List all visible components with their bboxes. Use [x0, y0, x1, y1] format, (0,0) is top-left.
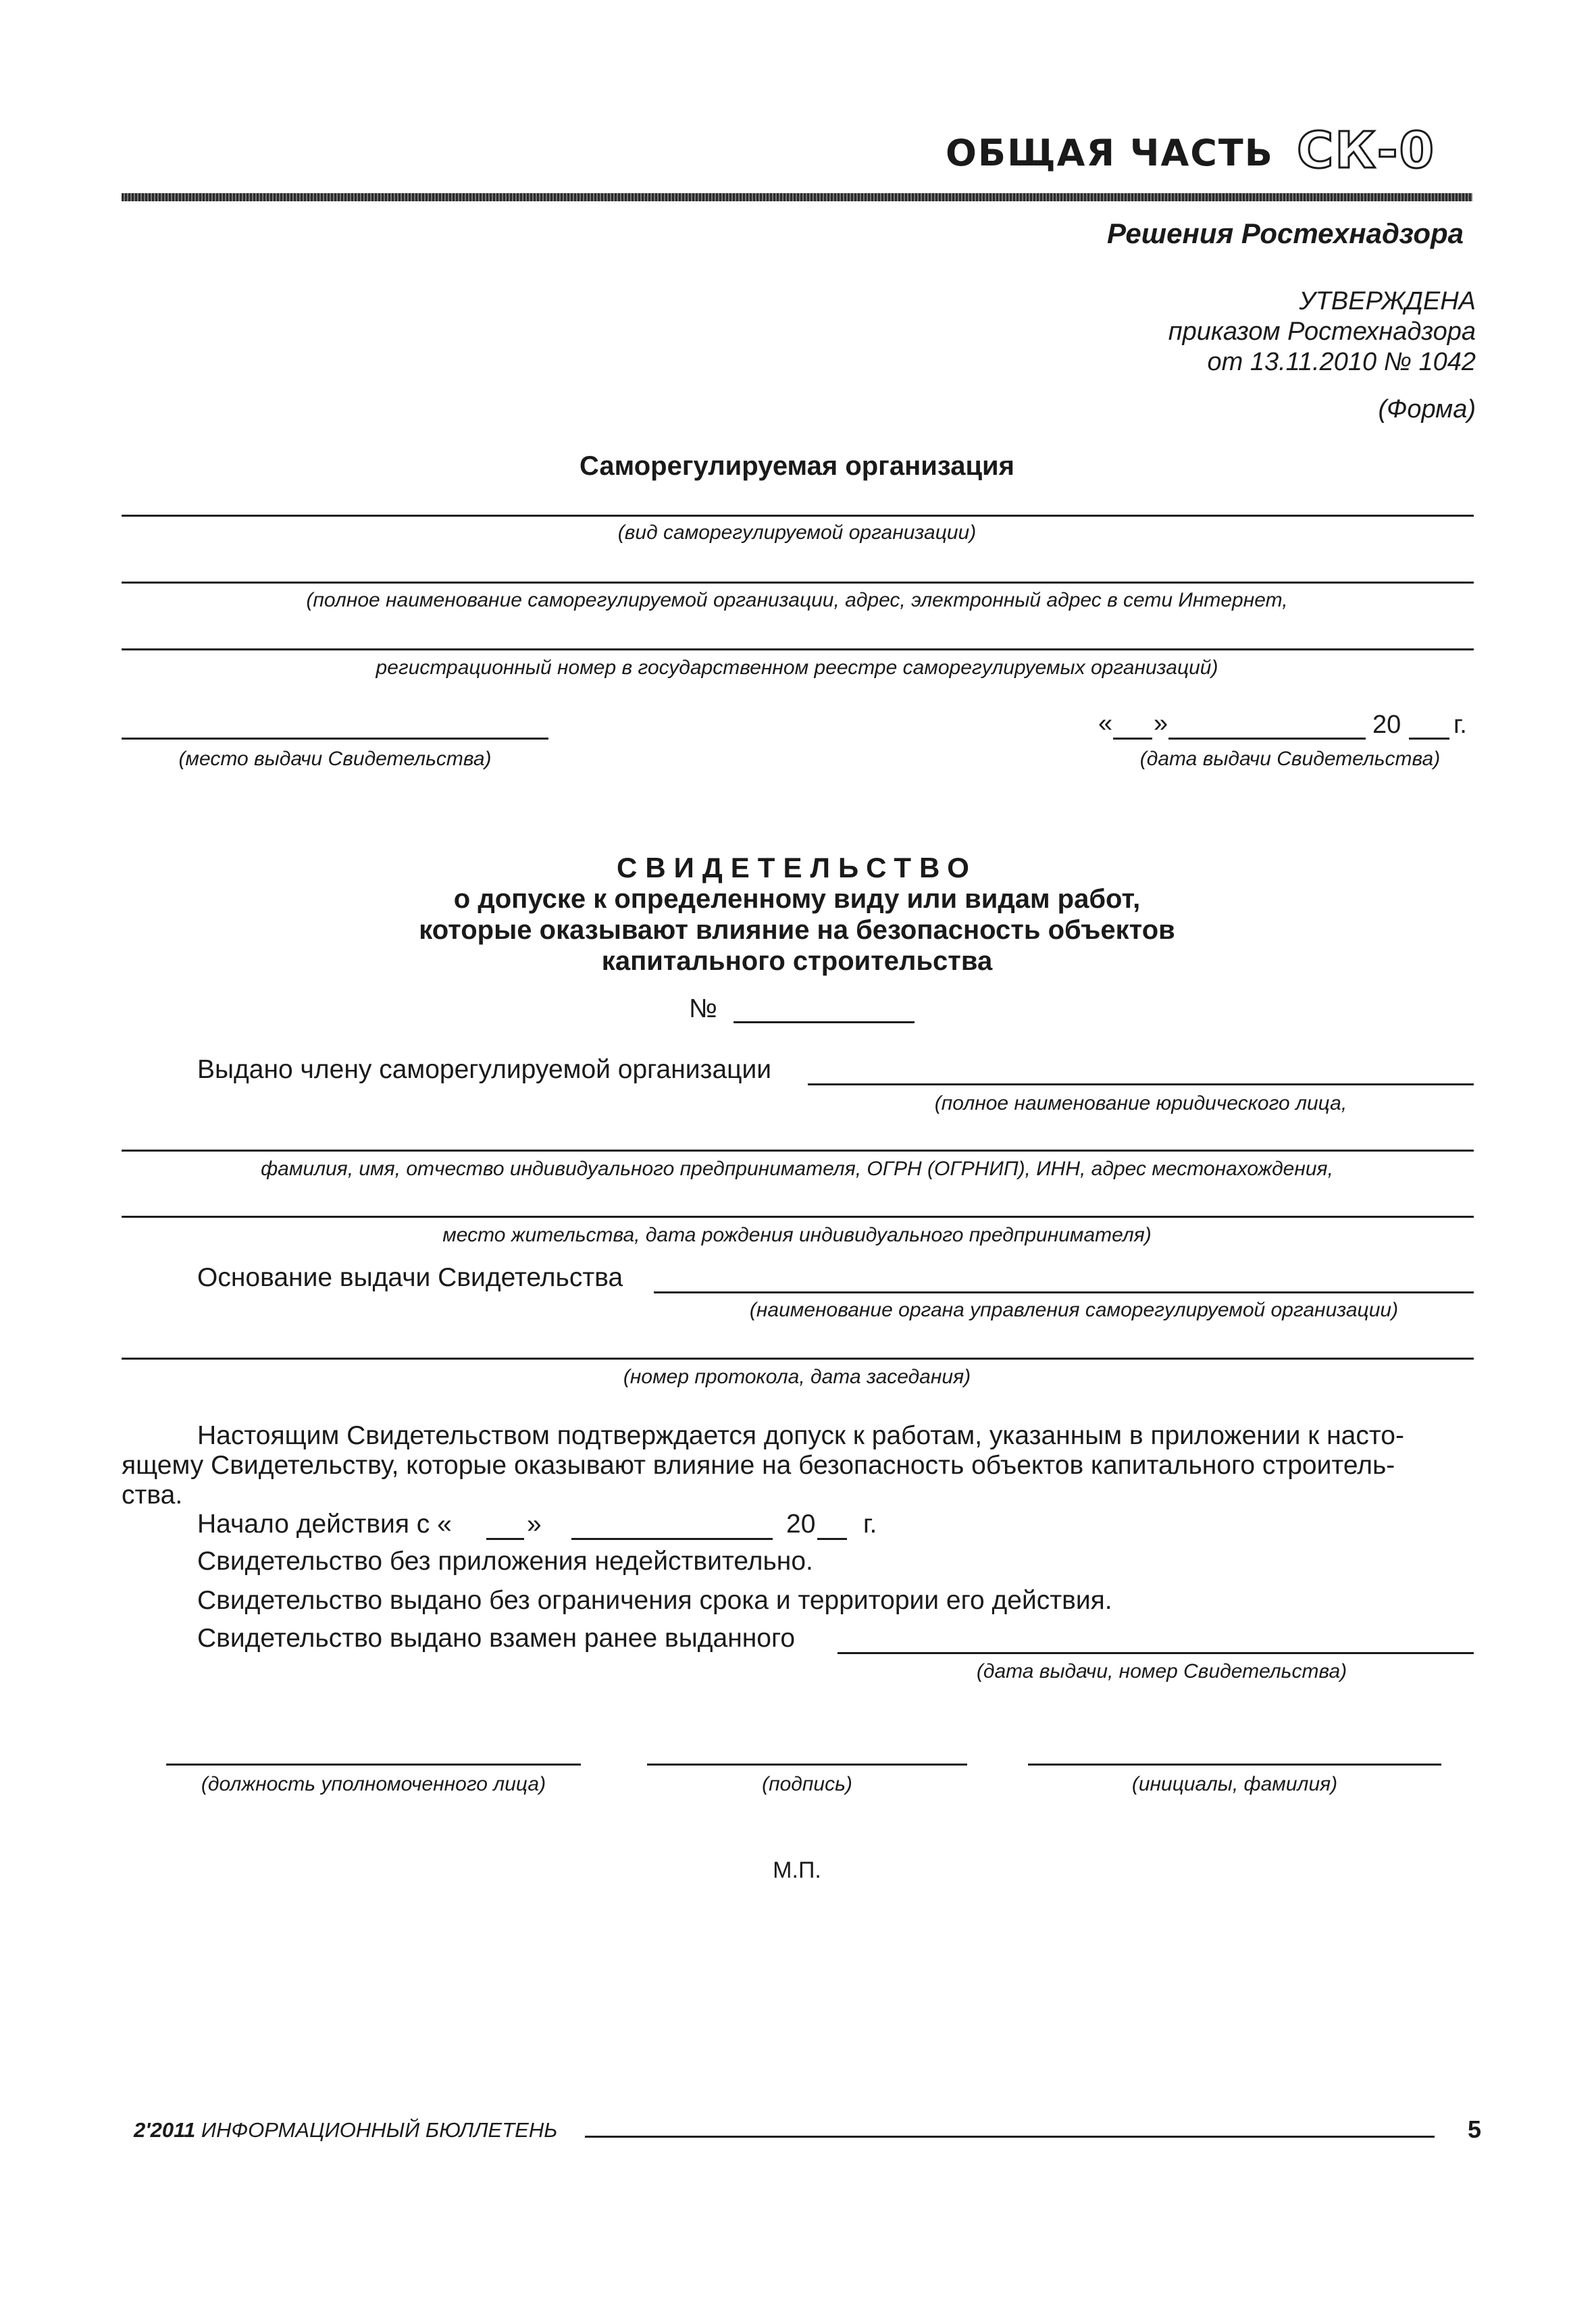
basis-label: Основание выдачи Свидетельства: [197, 1263, 623, 1292]
issue-year-line[interactable]: [1409, 738, 1449, 740]
member-details-line-2[interactable]: [122, 1216, 1474, 1218]
member-details-line-1[interactable]: [122, 1150, 1474, 1152]
issued-to-label: Выдано члену саморегулируемой организации: [197, 1055, 772, 1084]
no-annex-text: Свидетельство без приложения недействительно.: [197, 1547, 813, 1576]
certificate-subtitle-1: о допуске к определенному виду или видам работ,: [453, 884, 1141, 914]
basis-caption-1: (наименование органа управления саморегулируемой организации): [749, 1299, 1399, 1321]
issue-year-prefix: 20: [1372, 711, 1401, 739]
org-regnum-caption: регистрационный номер в государственном реестре саморегулируемых организаций): [376, 657, 1218, 679]
footer-rule: [585, 2136, 1435, 2138]
approval-line-2: приказом Ростехнадзора: [1168, 317, 1476, 346]
para-line-3: ства.: [122, 1481, 183, 1510]
para-line-1: Настоящим Свидетельством подтверждается допуск к работам, указанным в приложении к насто-: [197, 1421, 1404, 1450]
stamp-label: М.П.: [773, 1857, 821, 1883]
section-name: Решения Ростехнадзора: [1106, 217, 1464, 249]
para-line-2: ящему Свидетельству, которые оказывают влияние на безопасность объектов капитального строитель-: [122, 1451, 1395, 1480]
footer-publication-name: ИНФОРМАЦИОННЫЙ БЮЛЛЕТЕНЬ: [201, 2118, 558, 2142]
header-rule: [122, 193, 1472, 201]
basis-line[interactable]: [654, 1291, 1474, 1293]
form-label: (Форма): [1378, 395, 1476, 423]
certificate-number-label: №: [689, 994, 717, 1023]
section-badge: СК-0: [1297, 122, 1435, 180]
issue-date-caption: (дата выдачи Свидетельства): [1139, 748, 1441, 770]
issue-year-suffix: г.: [1453, 711, 1467, 739]
start-close-quote: »: [527, 1510, 542, 1539]
org-fullname-line[interactable]: [122, 582, 1474, 584]
start-year-suffix: г.: [863, 1510, 877, 1539]
start-label: Начало действия с «: [197, 1510, 452, 1539]
issue-place-line[interactable]: [122, 738, 548, 740]
basis-caption-2: (номер протокола, дата заседания): [623, 1366, 971, 1388]
member-caption-1: (полное наименование юридического лица,: [934, 1092, 1347, 1114]
start-year-line[interactable]: [817, 1538, 847, 1540]
member-name-line[interactable]: [808, 1083, 1474, 1085]
certificate-subtitle-2: которые оказывают влияние на безопасность объектов: [419, 915, 1175, 945]
org-heading: Саморегулируемая организация: [580, 451, 1014, 481]
certificate-number-line[interactable]: [733, 1021, 915, 1023]
no-limit-text: Свидетельство выдано без ограничения срока и территории его действия.: [197, 1586, 1112, 1615]
issue-month-line[interactable]: [1168, 738, 1366, 740]
replacement-line[interactable]: [838, 1652, 1474, 1654]
org-regnum-line[interactable]: [122, 648, 1474, 650]
start-day-line[interactable]: [486, 1538, 524, 1540]
footer-issue: 2'2011: [134, 2118, 196, 2142]
org-type-line[interactable]: [122, 515, 1474, 517]
member-caption-3: место жительства, дата рождения индивидуального предпринимателя): [442, 1224, 1152, 1246]
certificate-title-block: [122, 852, 1472, 977]
replacement-caption: (дата выдачи, номер Свидетельства): [976, 1660, 1347, 1682]
page-number: 5: [1467, 2115, 1481, 2143]
position-line[interactable]: [166, 1764, 581, 1766]
position-caption: (должность уполномоченного лица): [201, 1773, 546, 1795]
certificate-subtitle-3: капитального строительства: [601, 946, 993, 976]
member-caption-2: фамилия, имя, отчество индивидуального предпринимателя, ОГРН (ОГРНИП), ИНН, адрес местонахождения,: [261, 1158, 1333, 1180]
footer-publication: [134, 2118, 557, 2142]
signature-caption: (подпись): [762, 1773, 852, 1795]
basis-protocol-line[interactable]: [122, 1358, 1474, 1360]
start-year-prefix: 20: [786, 1510, 816, 1539]
issue-place-caption: (место выдачи Свидетельства): [178, 748, 492, 770]
name-caption: (инициалы, фамилия): [1131, 1773, 1338, 1795]
certificate-title: СВИДЕТЕЛЬСТВО: [617, 852, 977, 883]
approval-line-3: от 13.11.2010 № 1042: [1207, 348, 1476, 376]
org-type-caption: (вид саморегулируемой организации): [617, 521, 977, 544]
signature-line[interactable]: [647, 1764, 967, 1766]
org-fullname-caption: (полное наименование саморегулируемой организации, адрес, электронный адрес в сети Интернет,: [306, 589, 1288, 611]
approval-line-1: УТВЕРЖДЕНА: [1299, 287, 1476, 315]
issue-date-close-quote: »: [1154, 709, 1168, 738]
replacement-label: Свидетельство выдано взамен ранее выданного: [197, 1624, 796, 1653]
issue-date-open-quote: «: [1098, 709, 1113, 738]
start-month-line[interactable]: [571, 1538, 773, 1540]
section-title: ОБЩАЯ ЧАСТЬ: [946, 132, 1274, 174]
issue-day-line[interactable]: [1113, 738, 1152, 740]
name-line[interactable]: [1028, 1764, 1441, 1766]
